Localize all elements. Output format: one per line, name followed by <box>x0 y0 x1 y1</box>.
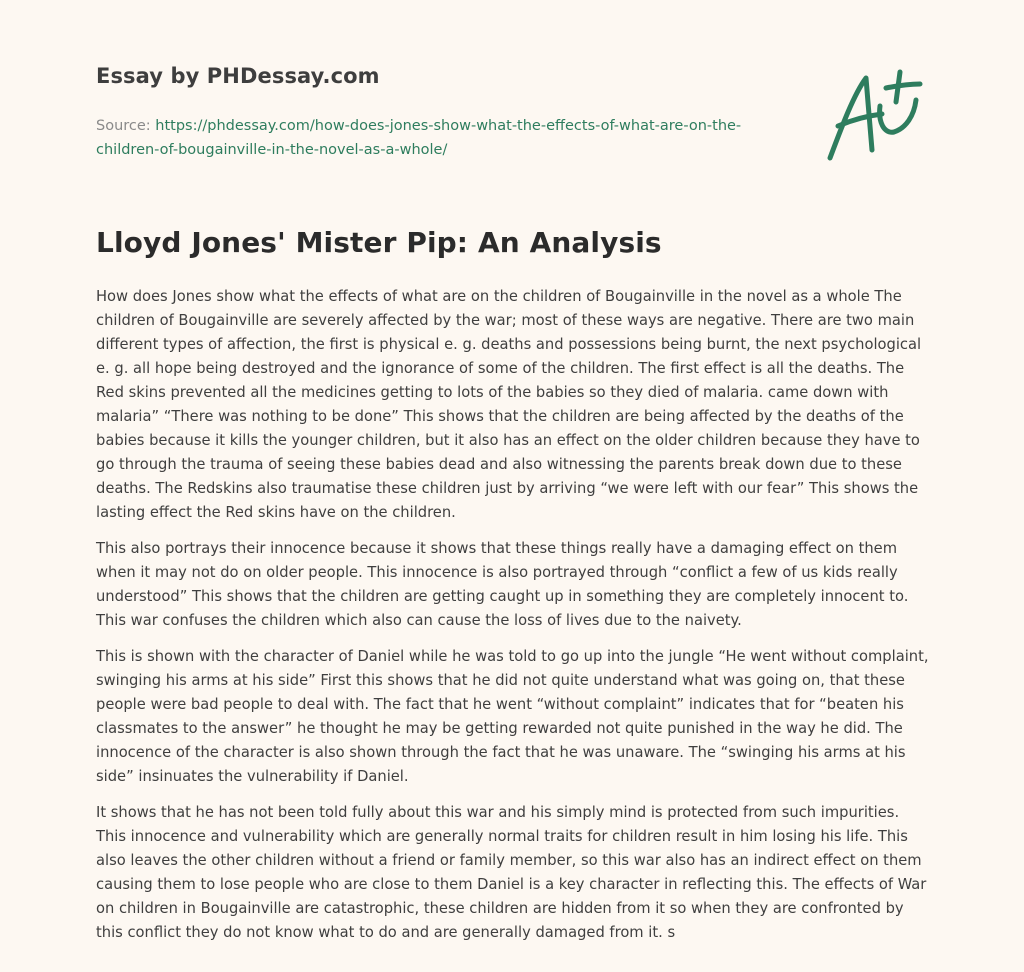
article-title: Lloyd Jones' Mister Pip: An Analysis <box>96 226 662 259</box>
article-paragraph-3: This is shown with the character of Daniel while he was told to go up into the jungle “He went without complaint, swinging his arms at his side” First this shows that he did not quite understand what was going on, that these people were bad people to deal with. The fact that he went “without complaint” indicates that for “beaten his classmates to the answer” he thought he may be getting rewarded not quite punished in the way he did. The innocence of the character is also shown through the fact that he was unaware. The “swinging his arms at his side” insinuates the vulnerability if Daniel. <box>96 648 929 785</box>
source-label: Source: <box>96 118 156 134</box>
source-link[interactable]: https://phdessay.com/how-does-jones-show-what-the-effects-of-what-are-on-the-children-of-bougainville-in-the-novel-as-a-whole/ <box>96 118 742 158</box>
a-plus-logo-icon <box>820 66 930 166</box>
article-paragraph-2: This also portrays their innocence because it shows that these things really have a damaging effect on them when it may not do on older people. This innocence is also portrayed through “conflict a few of us kids really understood” This shows that the children are getting caught up in something they are completely innocent to. This war confuses the children which also can cause the loss of lives due to the naivety. <box>96 540 909 629</box>
source-line <box>96 114 776 162</box>
article-paragraph-4: It shows that he has not been told fully about this war and his simply mind is protected from such impurities. This innocence and vulnerability which are generally normal traits for children result in him losing his life. This also leaves the other children without a friend or family member, so this war also has an indirect effect on them causing them to lose people who are close to them Daniel is a key character in reflecting this. The effects of War on children in Bougainville are catastrophic, these children are hidden from it so when they are confronted by this conflict they do not know what to do and are generally damaged from it. s <box>96 804 927 941</box>
article <box>96 226 932 957</box>
site-title: Essay by PHDessay.com <box>96 64 380 88</box>
article-paragraph-1: How does Jones show what the effects of what are on the children of Bougainville in the novel as a whole The children of Bougainville are severely affected by the war; most of these ways are negative. There are two main different types of affection, the first is physical e. g. deaths and possessions being burnt, the next psychological e. g. all hope being destroyed and the ignorance of some of the children. The first effect is all the deaths. The Red skins prevented all the medicines getting to lots of the babies so they died of malaria. came down with malaria” “There was nothing to be done” This shows that the children are being affected by the deaths of the babies because it kills the younger children, but it also has an effect on the older children because they have to go through the trauma of seeing these babies dead and also witnessing the parents break down due to these deaths. The Redskins also traumatise these children just by arriving “we were left with our fear” This shows the lasting effect the Red skins have on the children. <box>96 288 922 521</box>
page-header <box>96 64 776 162</box>
